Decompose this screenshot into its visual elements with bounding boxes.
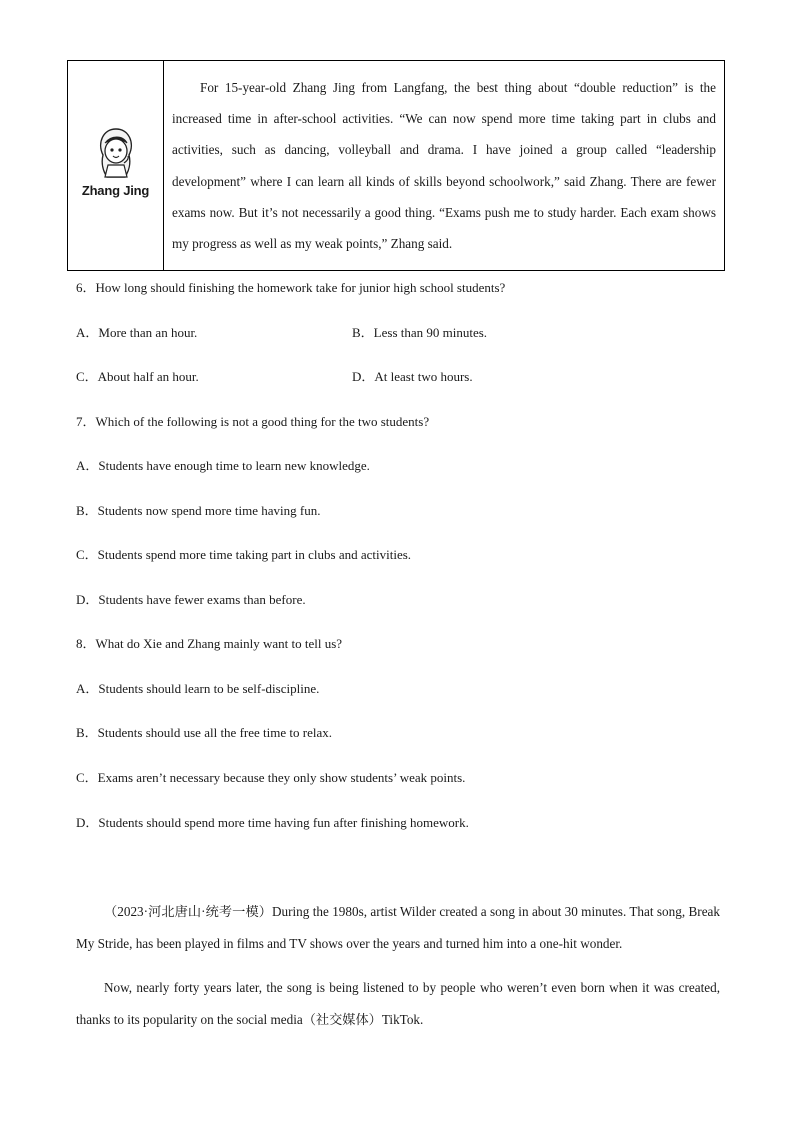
question-6-option-a: A．More than an hour. xyxy=(76,325,198,340)
question-6-stem: 6．How long should finishing the homework take for junior high school students? xyxy=(76,280,506,295)
girl-portrait-icon xyxy=(91,125,141,181)
question-7-stem: 7．Which of the following is not a good thing for the two students? xyxy=(76,414,430,429)
passage-paragraph-2: Now, nearly forty years later, the song is being listened to by people who weren’t even born when it was created, thanks to its popularity on the social media（社交媒体）TikTok. xyxy=(76,980,720,1027)
profile-name: Zhang Jing xyxy=(81,183,150,198)
profile-portrait-cell xyxy=(68,61,164,270)
question-6-option-d: D．At least two hours. xyxy=(352,369,473,384)
question-7-option-c: C．Students spend more time taking part in clubs and activities. xyxy=(76,547,412,562)
passage-paragraph-1: （2023·河北唐山·统考一模）During the 1980s, artist Wilder created a song in about 30 minutes. That song, Break My Stride, has been played in films and TV shows over the years and turned him into a one-hit wonder. xyxy=(76,904,720,951)
question-6-option-b: B．Less than 90 minutes. xyxy=(352,325,488,340)
profile-text-cell xyxy=(164,61,724,270)
question-8-option-b: B．Students should use all the free time to relax. xyxy=(76,725,332,740)
question-8-stem: 8．What do Xie and Zhang mainly want to tell us? xyxy=(76,636,343,651)
question-7-option-a: A．Students have enough time to learn new knowledge. xyxy=(76,458,370,473)
question-7-option-d: D．Students have fewer exams than before. xyxy=(76,592,306,607)
profile-paragraph: For 15-year-old Zhang Jing from Langfang, the best thing about “double reduction” is the increased time in after-school activities. “We can now spend more time taking part in clubs and activities, such as dancing, volleyball and drama. I have joined a group called “leadership development” where I can learn all kinds of skills beyond schoolwork,” said Zhang. There are fewer exams now. But it’s not necessarily a good thing. “Exams push me to study harder. Each exam shows my progress as well as my weak points,” Zhang said. xyxy=(172,80,716,252)
question-6-option-c: C．About half an hour. xyxy=(76,369,199,384)
question-7-option-b: B．Students now spend more time having fun. xyxy=(76,503,321,518)
question-8-option-d: D．Students should spend more time having fun after finishing homework. xyxy=(76,815,469,830)
question-8-option-a: A．Students should learn to be self-discipline. xyxy=(76,681,320,696)
profile-table xyxy=(67,60,725,271)
question-8-option-c: C．Exams aren’t necessary because they only show students’ weak points. xyxy=(76,770,466,785)
